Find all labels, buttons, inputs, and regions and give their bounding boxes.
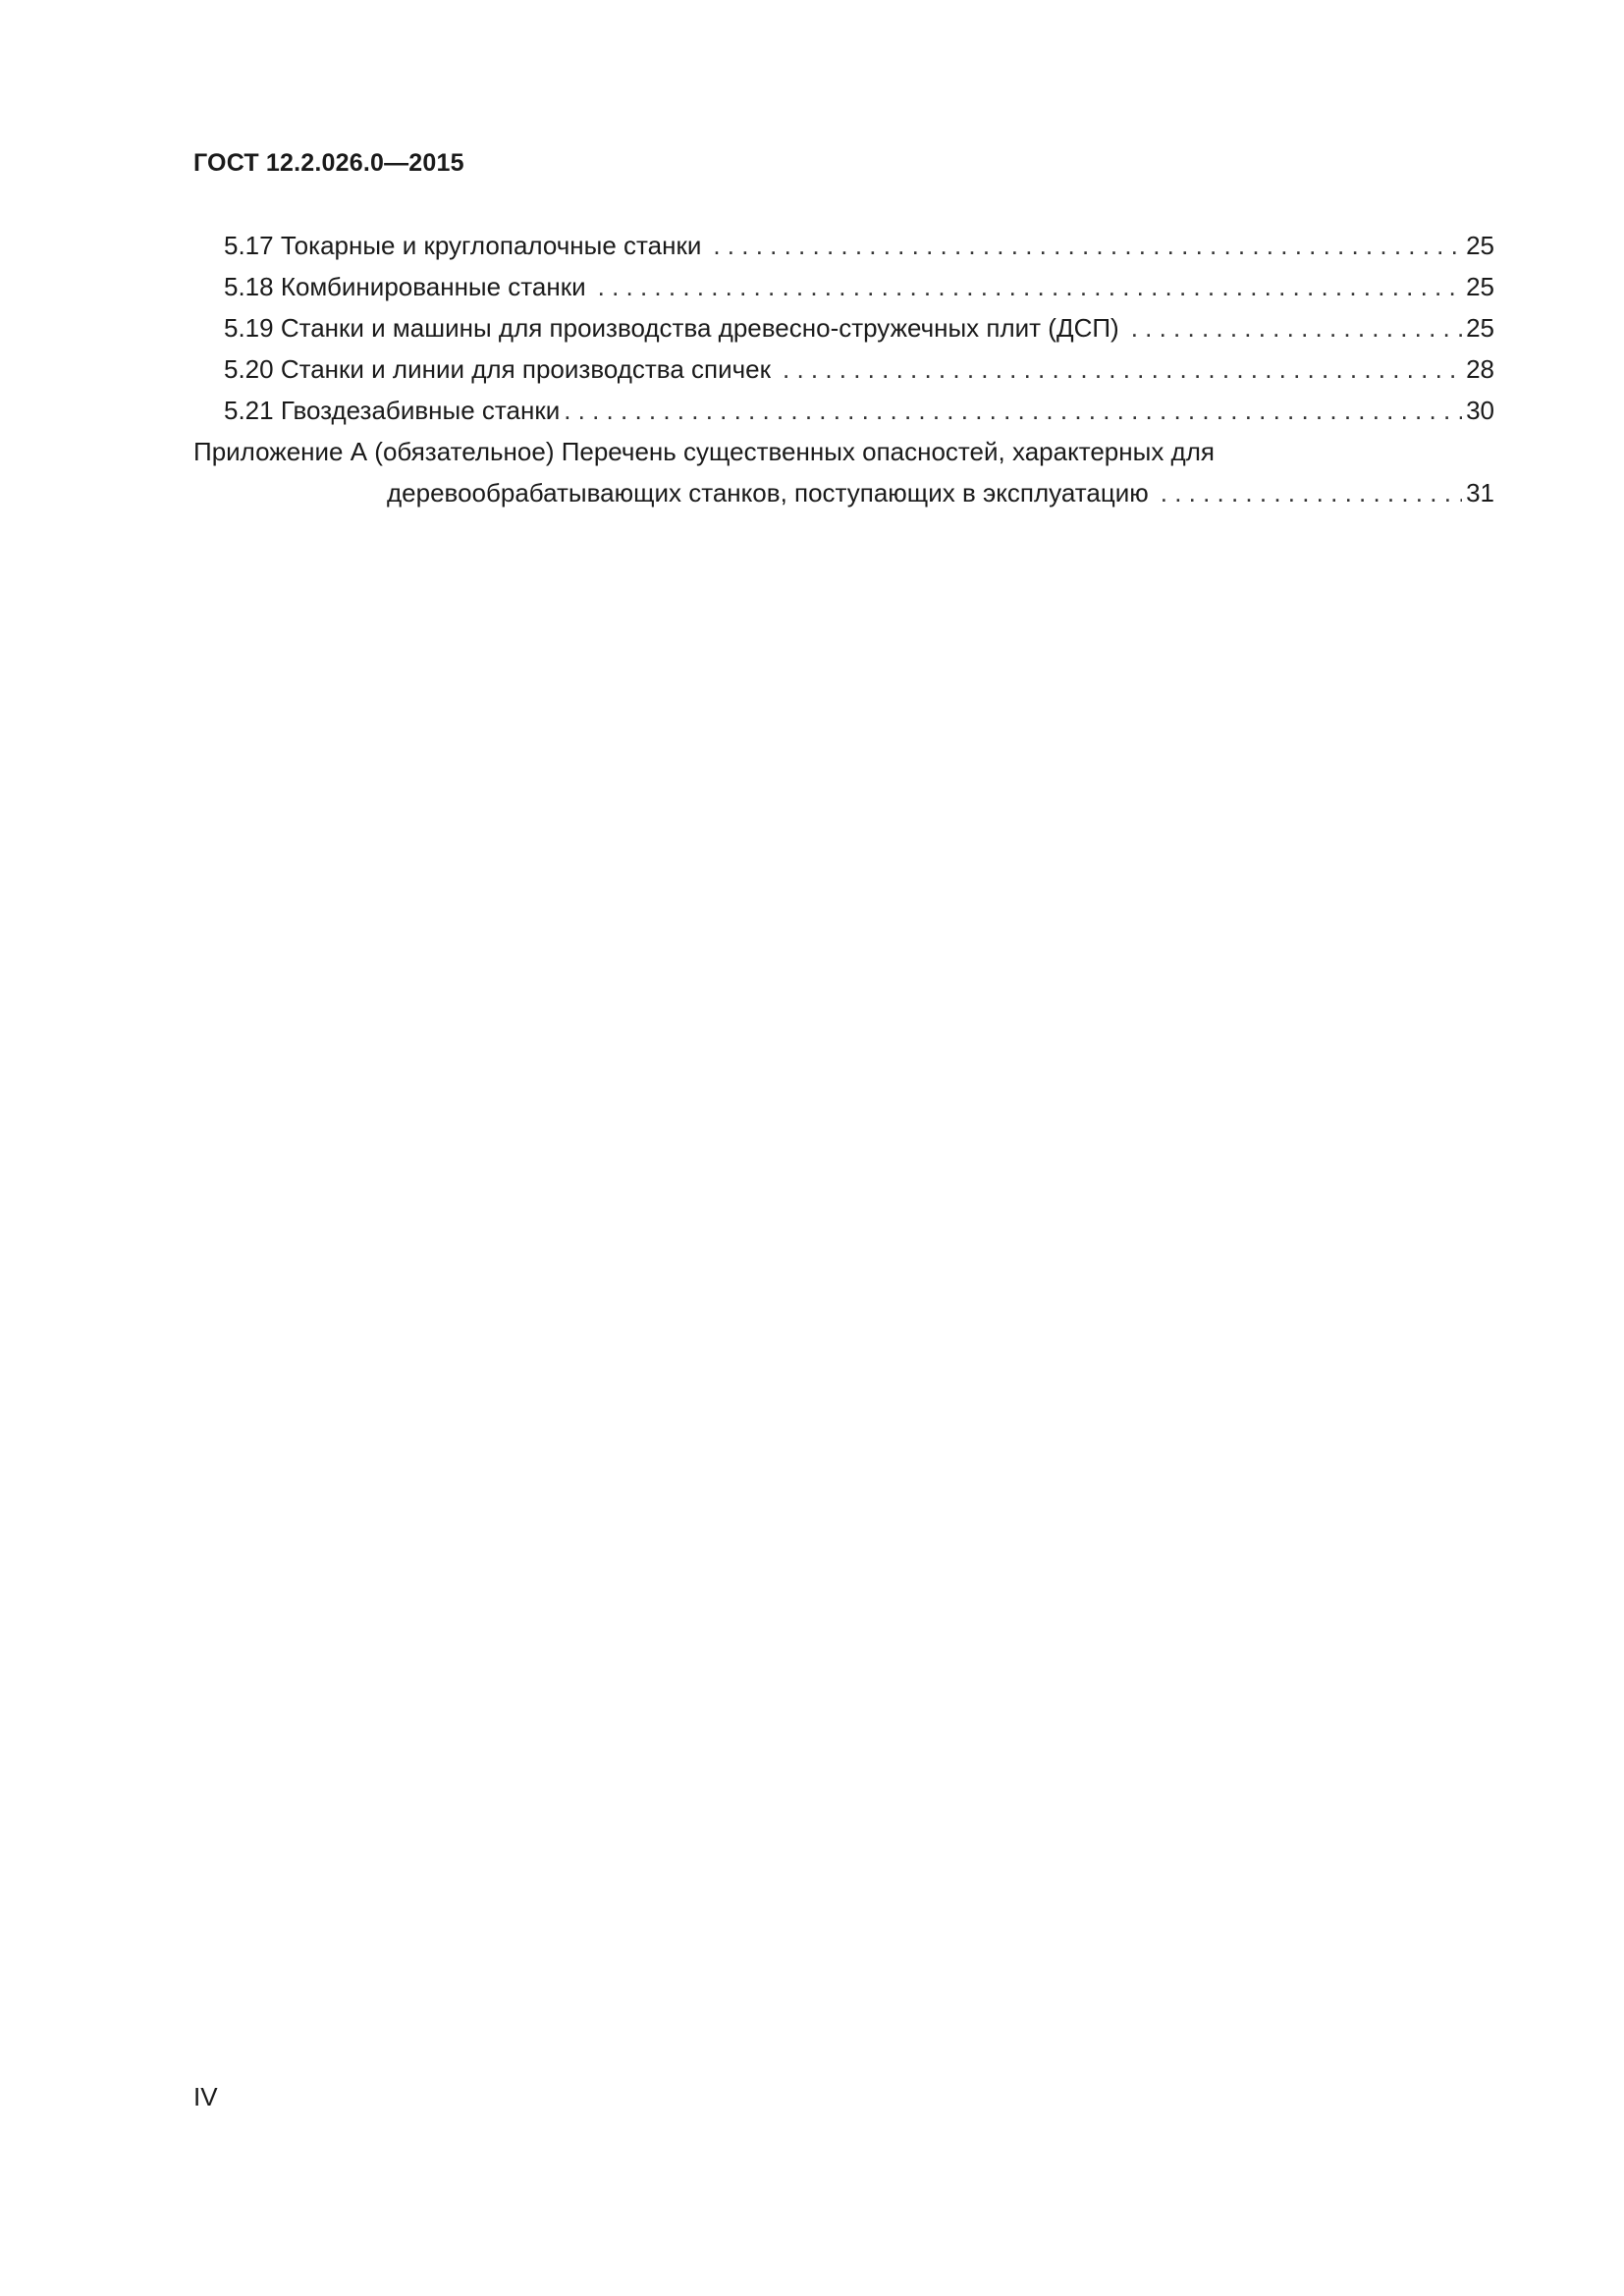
dot-leader	[713, 225, 1462, 266]
appendix-page: 31	[1466, 478, 1494, 507]
toc-entry[interactable]	[193, 266, 1494, 307]
toc-entry-label: 5.17 Токарные и круглопалочные станки	[224, 231, 702, 260]
appendix-title-line1: Приложение А (обязательное) Перечень существенных опасностей, характерных для	[193, 437, 1215, 466]
toc-appendix-entry[interactable]	[193, 431, 1494, 513]
dot-leader	[564, 390, 1462, 431]
table-of-contents	[193, 225, 1494, 513]
dot-leader	[1131, 307, 1462, 348]
toc-entry-page: 25	[1466, 231, 1494, 260]
toc-entry-page: 25	[1466, 272, 1494, 301]
toc-entry[interactable]	[193, 225, 1494, 266]
toc-entry-label: 5.21 Гвоздезабивные станки	[224, 396, 561, 425]
dot-leader	[783, 348, 1462, 390]
toc-entry[interactable]	[193, 348, 1494, 390]
document-designation: ГОСТ 12.2.026.0—2015	[193, 149, 464, 177]
toc-entry-page: 30	[1466, 396, 1494, 425]
appendix-title-line2-row	[193, 472, 1494, 513]
toc-entry-label: 5.18 Комбинированные станки	[224, 272, 586, 301]
page-number: IV	[193, 2082, 218, 2111]
dot-leader	[1161, 472, 1462, 513]
toc-entry-page: 28	[1466, 354, 1494, 384]
toc-entry[interactable]	[193, 390, 1494, 431]
toc-entry-page: 25	[1466, 313, 1494, 343]
dot-leader	[598, 266, 1462, 307]
toc-entry-label: 5.20 Станки и линии для производства спичек	[224, 354, 771, 384]
appendix-title-line2: деревообрабатывающих станков, поступающих в эксплуатацию	[387, 478, 1149, 507]
toc-entry[interactable]	[193, 307, 1494, 348]
toc-entry-label: 5.19 Станки и машины для производства древесно-стружечных плит (ДСП)	[224, 313, 1119, 343]
